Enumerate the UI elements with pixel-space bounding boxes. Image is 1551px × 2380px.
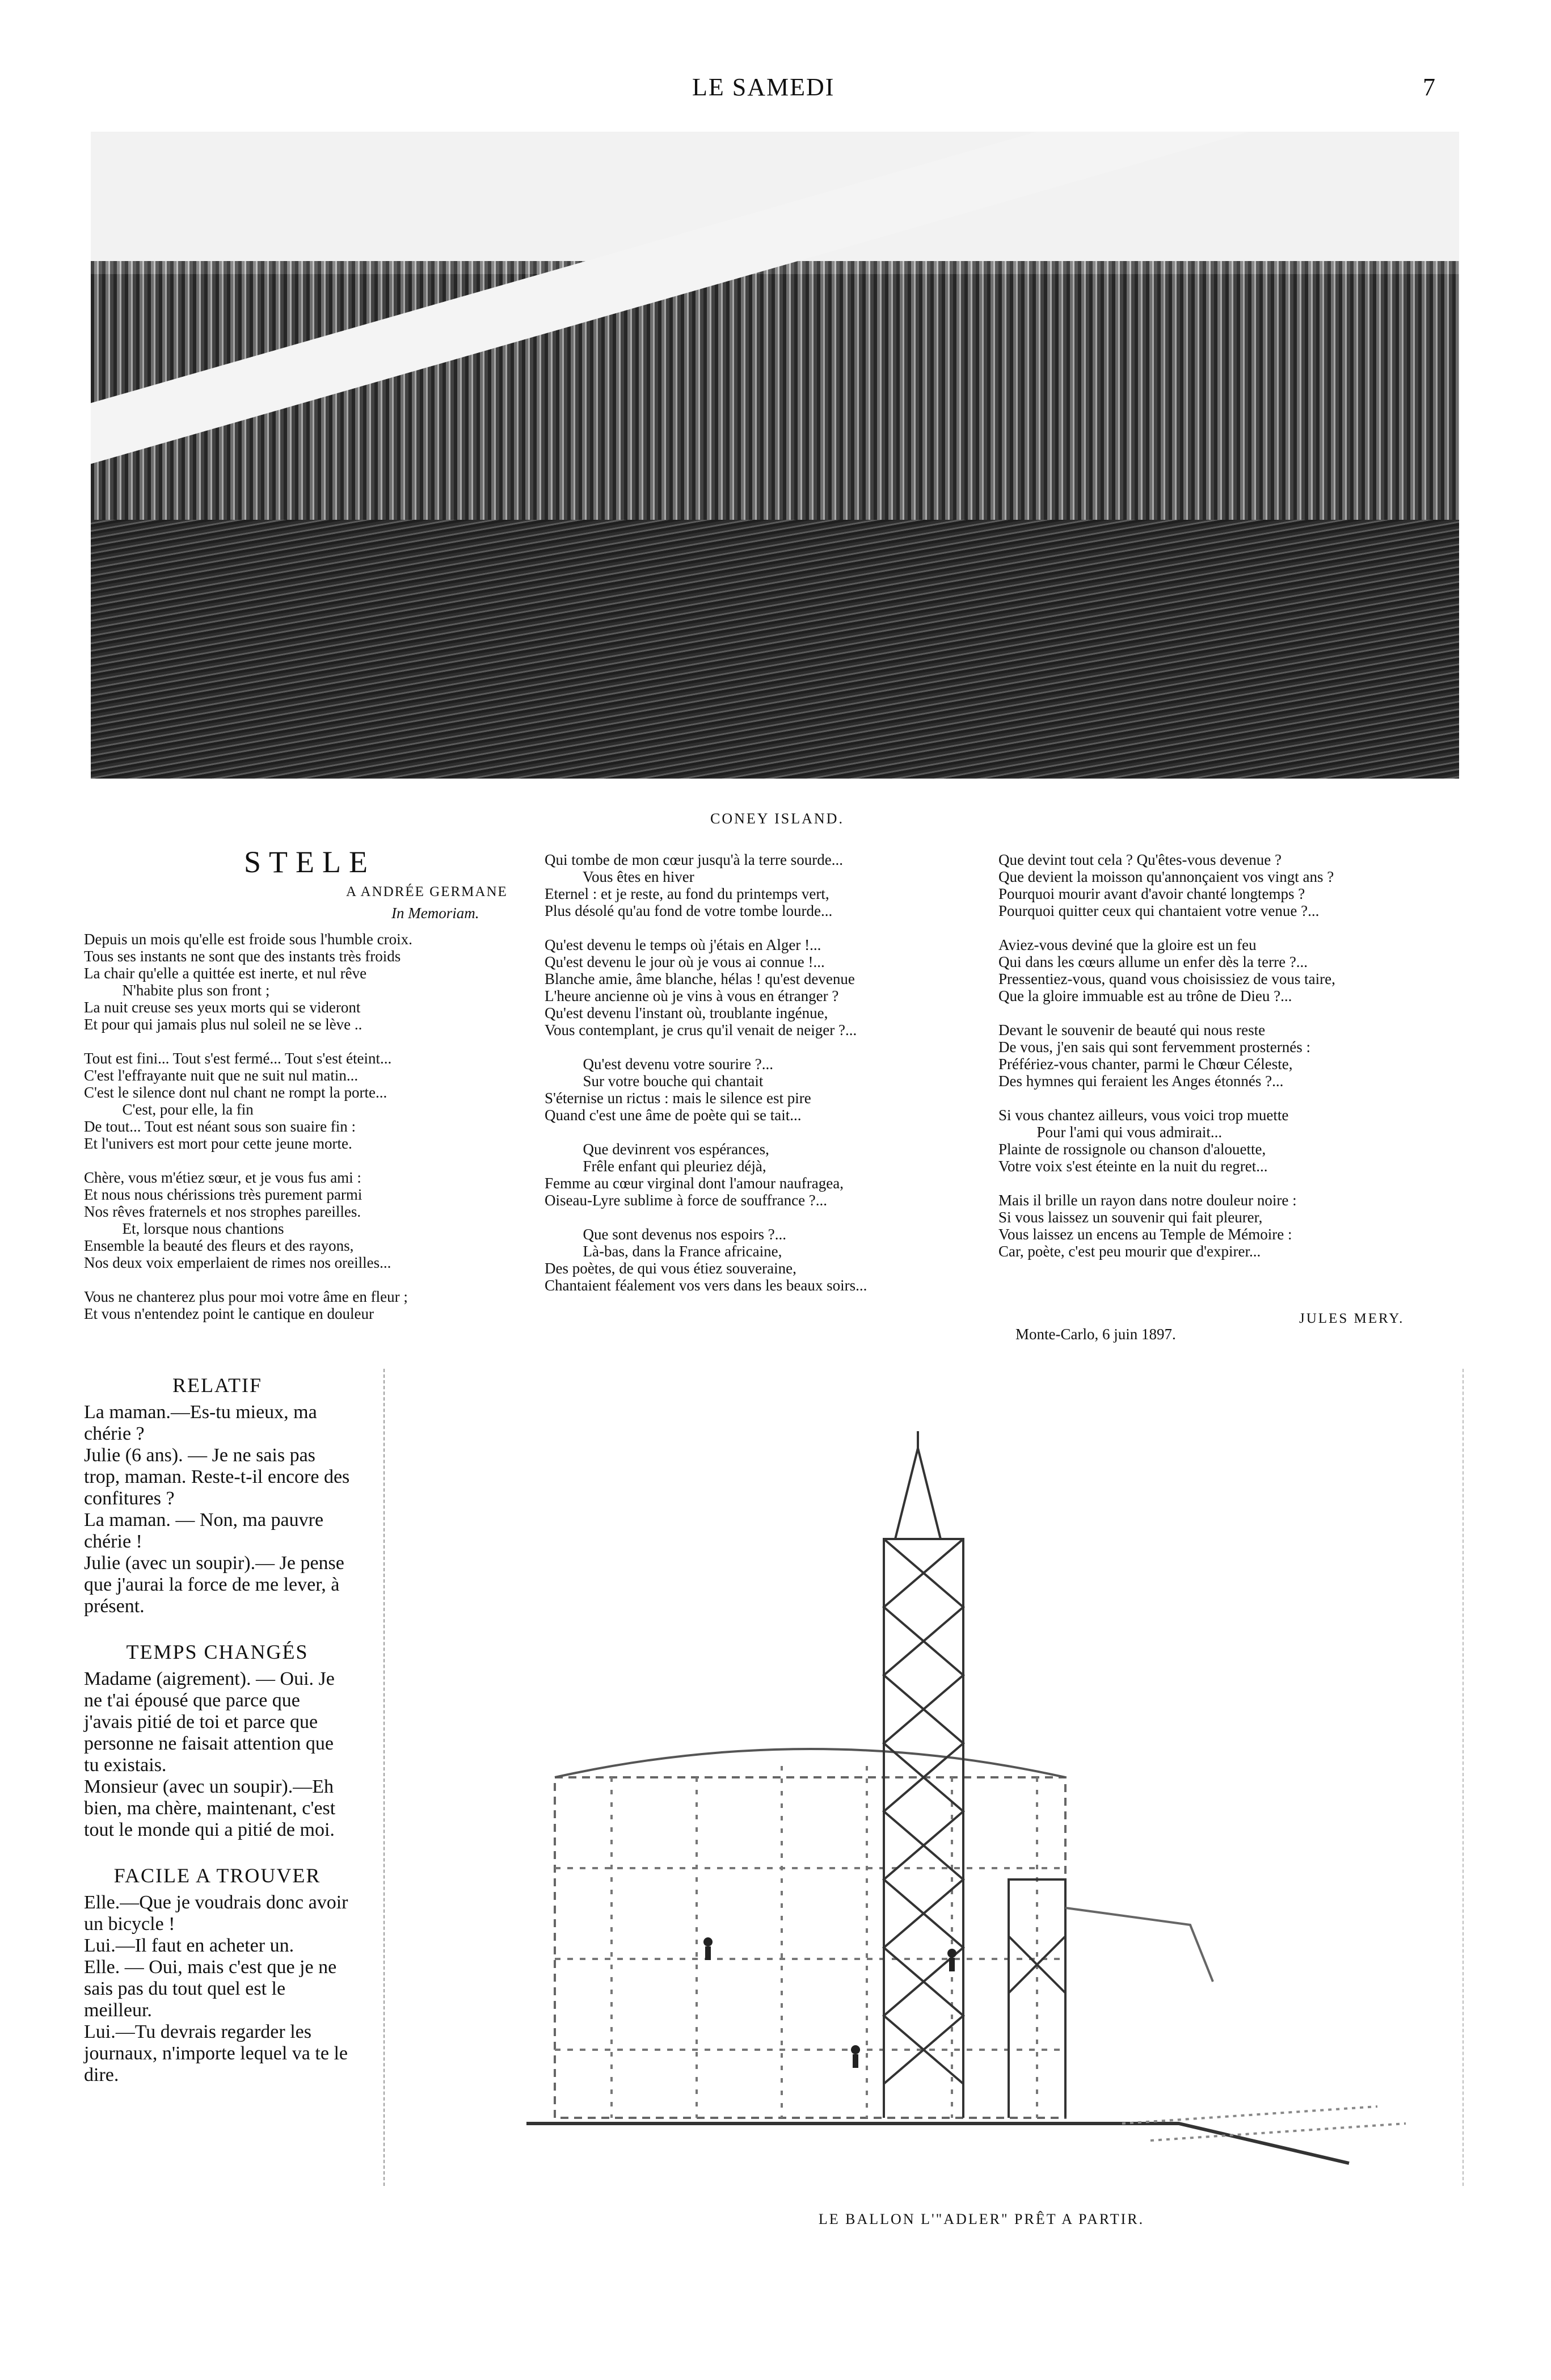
balloon-illustration [383, 1369, 1464, 2186]
temps-title: TEMPS CHANGÉS [126, 1641, 309, 1663]
scaffold-drawing [385, 1369, 1463, 2186]
poem-dateline: Monte-Carlo, 6 juin 1897. [1015, 1326, 1176, 1343]
dialogue-line: Elle. — Oui, mais c'est que je ne sais pas du tout quel est le meilleur. [84, 1957, 337, 2021]
temps-dialogue [84, 1668, 351, 1841]
dialogue-line: Monsieur (avec un soupir).—Eh bien, ma chère, maintenant, c'est tout le monde qui a pitié de moi. [84, 1776, 336, 1840]
poem-column-3: Que devint tout cela ? Qu'êtes-vous devenue ? Que devient la moisson qu'annonçaient vos vingt ans ? Pourquoi mourir avant d'avoir chanté longtemps ? Pourquoi quitter ceux qui chantaient votre venue ?... Aviez-vous deviné que la gloire est un feu Qui dans les cœurs allume un enfer dès la terre ?... Pressentiez-vous, quand vous choisissiez de vous taire, Que la gloire immuable est au trône de Dieu ?... Devant le souvenir de beauté qui nous reste De vous, j'en sais qui sont fervemment prosternés : Préfériez-vous chanter, parmi le Chœur Céleste, Des hymnes qui feraient les Anges étonnés ?... Si vous chantez ailleurs, vous voici trop muette Pour l'ami qui vous admirait... Plainte de rossignole ou chanson d'alouette, Votre voix s'est éteinte en la nuit du regret... Mais il brille un rayon dans notre douleur noire : Si vous laissez un souvenir qui fait pleurer, Vous laissez un encens au Temple de Mémoire : Car, poète, c'est peu mourir que d'expirer... [998, 851, 1335, 1260]
poem-column-1: Depuis un mois qu'elle est froide sous l'humble croix. Tous ses instants ne sont que des instants très froids La chair qu'elle a quittée est inerte, et nul rêve N'habite plus son front ; La nuit creuse ses yeux morts qui se videront Et pour qui jamais plus nul soleil ne se lève .. Tout est fini... Tout s'est fermé... Tout s'est éteint... C'est l'effrayante nuit que ne suit nul matin... C'est le silence dont nul chant ne rompt la porte... C'est, pour elle, la fin De tout... Tout est néant sous son suaire fin : Et l'univers est mort pour cette jeune morte. Chère, vous m'étiez sœur, et je vous fus ami : Et nous nous chérissions très purement parmi Nos rêves fraternels et nos strophes pareilles. Et, lorsque nous chantions Ensemble la beauté des fleurs et des rayons, Nos deux voix emperlaient de rimes nos oreilles... Vous ne chanterez plus pour moi votre âme en fleur ; Et vous n'entendez point le cantique en douleur [84, 931, 412, 1322]
poem-title: STELE [244, 845, 376, 879]
dialogue-line: Madame (aigrement). — Oui. Je ne t'ai épousé que parce que j'avais pitié de toi et parce que personne ne faisait attention que tu existais. [84, 1668, 335, 1776]
poem-in-memoriam: In Memoriam. [391, 905, 479, 922]
facile-dialogue [84, 1892, 351, 2086]
poem-dedication: A ANDRÉE GERMANE [346, 884, 508, 899]
dialogue-line: Julie (6 ans). — Je ne sais pas trop, maman. Reste-t-il encore des confitures ? [84, 1445, 350, 1509]
relatif-title: RELATIF [172, 1374, 262, 1397]
poem-signature: JULES MERY. [1299, 1311, 1405, 1326]
coney-island-photo [91, 132, 1459, 779]
page-header: LE SAMEDI [692, 73, 835, 101]
photo-caption: CONEY ISLAND. [710, 810, 844, 827]
facile-title: FACILE A TROUVER [113, 1864, 321, 1887]
dialogue-line: Lui.—Tu devrais regarder les journaux, n'importe lequel va te le dire. [84, 2021, 348, 2085]
drawing-caption: LE BALLON L'"ADLER" PRÊT A PARTIR. [818, 2211, 1145, 2227]
poem-column-2: Qui tombe de mon cœur jusqu'à la terre sourde... Vous êtes en hiver Eternel : et je reste, au fond du printemps vert, Plus désolé qu'au fond de votre tombe lourde... Qu'est devenu le temps où j'étais en Alger !... Qu'est devenu le jour où je vous ai connue !... Blanche amie, âme blanche, hélas ! qu'est devenue L'heure ancienne où je vins à vous en étranger ? Qu'est devenu l'instant où, troublante ingénue, Vous contemplant, je crus qu'il venait de neiger ?... Qu'est devenu votre sourire ?... Sur votre bouche qui chantait S'éternise un rictus : mais le silence est pire Quand c'est une âme de poète qui se tait... Que devinrent vos espérances, Frêle enfant qui pleuriez déjà, Femme au cœur virginal dont l'amour naufragea, Oiseau-Lyre sublime à force de souffrance ?... Que sont devenus nos espoirs ?... Là-bas, dans la France africaine, Des poètes, de qui vous étiez souveraine, Chantaient féalement vos vers dans les beaux soirs... [545, 851, 867, 1294]
sidebar-anecdotes [84, 1373, 351, 2086]
dialogue-line: Elle.—Que je voudrais donc avoir un bicycle ! [84, 1892, 348, 1935]
dialogue-line: La maman. — Non, ma pauvre chérie ! [84, 1509, 324, 1552]
dialogue-line: La maman.—Es-tu mieux, ma chérie ? [84, 1402, 317, 1444]
page-number: 7 [1423, 73, 1435, 101]
dialogue-line: Julie (avec un soupir).— Je pense que j'aurai la force de me lever, à présent. [84, 1553, 344, 1617]
relatif-dialogue [84, 1402, 351, 1617]
dialogue-line: Lui.—Il faut en acheter un. [84, 1935, 294, 1956]
